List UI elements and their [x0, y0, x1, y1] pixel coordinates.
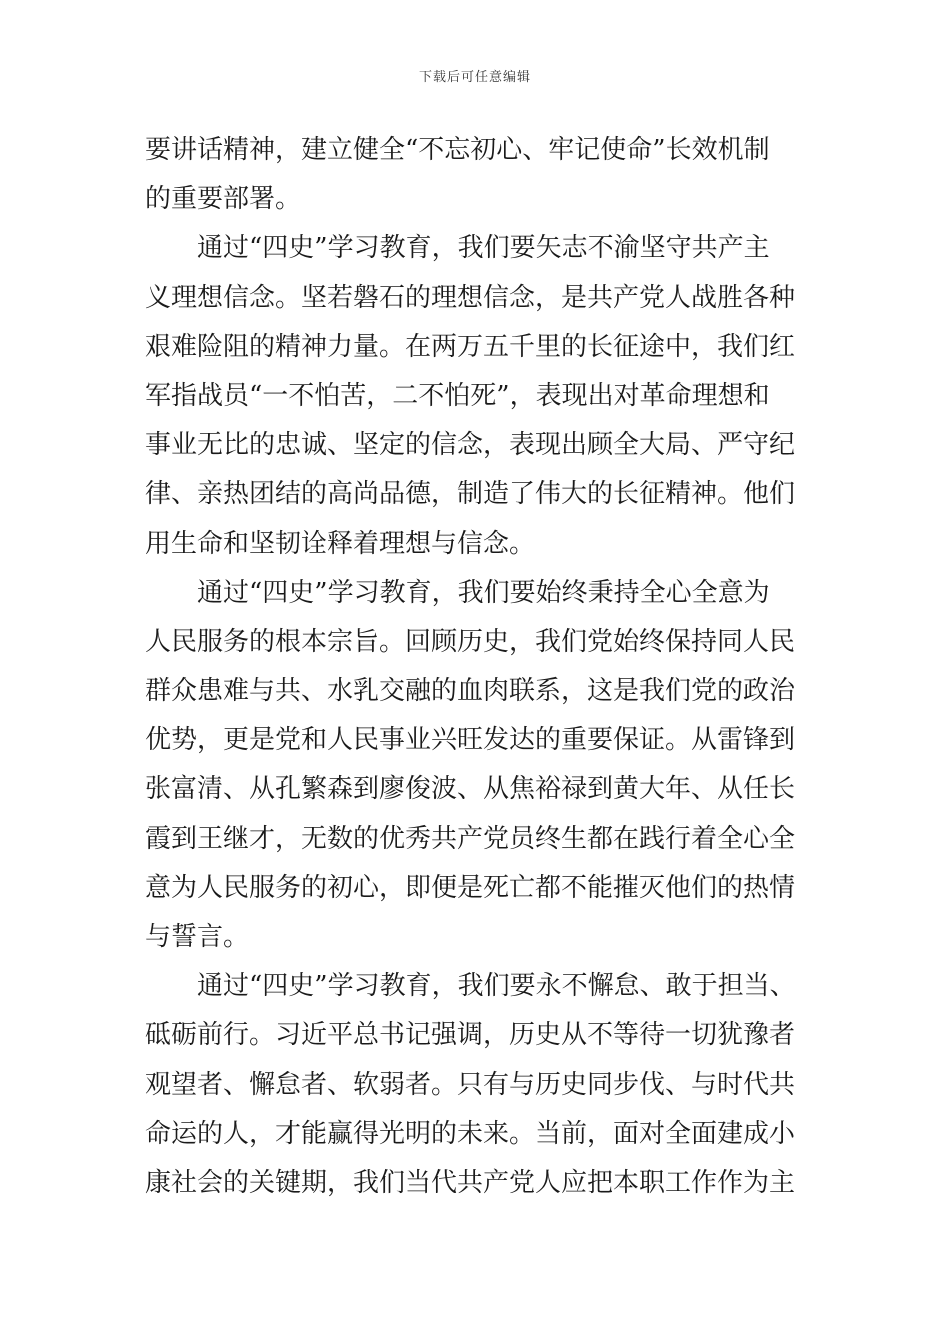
text-line: 砥砺前行。习近平总书记强调，历史从不等待一切犹豫者 — [145, 1020, 796, 1051]
text-line: 与誓言。 — [145, 922, 250, 952]
text-line: 霞到王继才，无数的优秀共产党员终生都在践行着全心全 — [145, 823, 796, 854]
text-line: 命运的人，才能赢得光明的未来。当前，面对全面建成小 — [145, 1118, 796, 1149]
header-note: 下载后可任意编辑 — [418, 70, 531, 85]
text-line: 张富清、从孔繁森到廖俊波、从焦裕禄到黄大年、从任长 — [145, 774, 796, 805]
paragraph-start-line: 通过“四史”学习教育，我们要永不懈怠、敢于担当、 — [197, 971, 796, 1002]
document-body — [145, 126, 810, 1208]
text-line: 的重要部署。 — [145, 184, 302, 215]
text-line: 用生命和坚韧诠释着理想与信念。 — [145, 528, 536, 559]
text-line: 艰难险阻的精神力量。在两万五千里的长征途中，我们红 — [145, 331, 796, 362]
paragraph-start-line: 通过“四史”学习教育，我们要矢志不渝坚守共产主 — [197, 233, 770, 264]
text-line: 律、亲热团结的高尚品德，制造了伟大的长征精神。他们 — [145, 479, 796, 510]
text-line: 人民服务的根本宗旨。回顾历史，我们党始终保持同人民 — [145, 626, 796, 657]
text-line: 义理想信念。坚若磐石的理想信念，是共产党人战胜各种 — [145, 282, 796, 313]
text-line: 要讲话精神，建立健全“不忘初心、牢记使命”长效机制 — [145, 135, 770, 165]
text-line: 群众患难与共、水乳交融的血肉联系，这是我们党的政治 — [145, 676, 796, 707]
text-line: 优势，更是党和人民事业兴旺发达的重要保证。从雷锋到 — [145, 725, 796, 756]
text-line: 意为人民服务的初心，即便是死亡都不能摧灭他们的热情 — [145, 872, 796, 903]
text-line: 康社会的关键期，我们当代共产党人应把本职工作作为主 — [145, 1167, 796, 1198]
text-line: 观望者、懈怠者、软弱者。只有与历史同步伐、与时代共 — [145, 1069, 796, 1100]
text-line: 事业无比的忠诚、坚定的信念，表现出顾全大局、严守纪 — [145, 430, 796, 461]
paragraph-start-line: 通过“四史”学习教育，我们要始终秉持全心全意为 — [197, 577, 770, 608]
text-line: 军指战员“一不怕苦，二不怕死”，表现出对革命理想和 — [145, 380, 770, 411]
